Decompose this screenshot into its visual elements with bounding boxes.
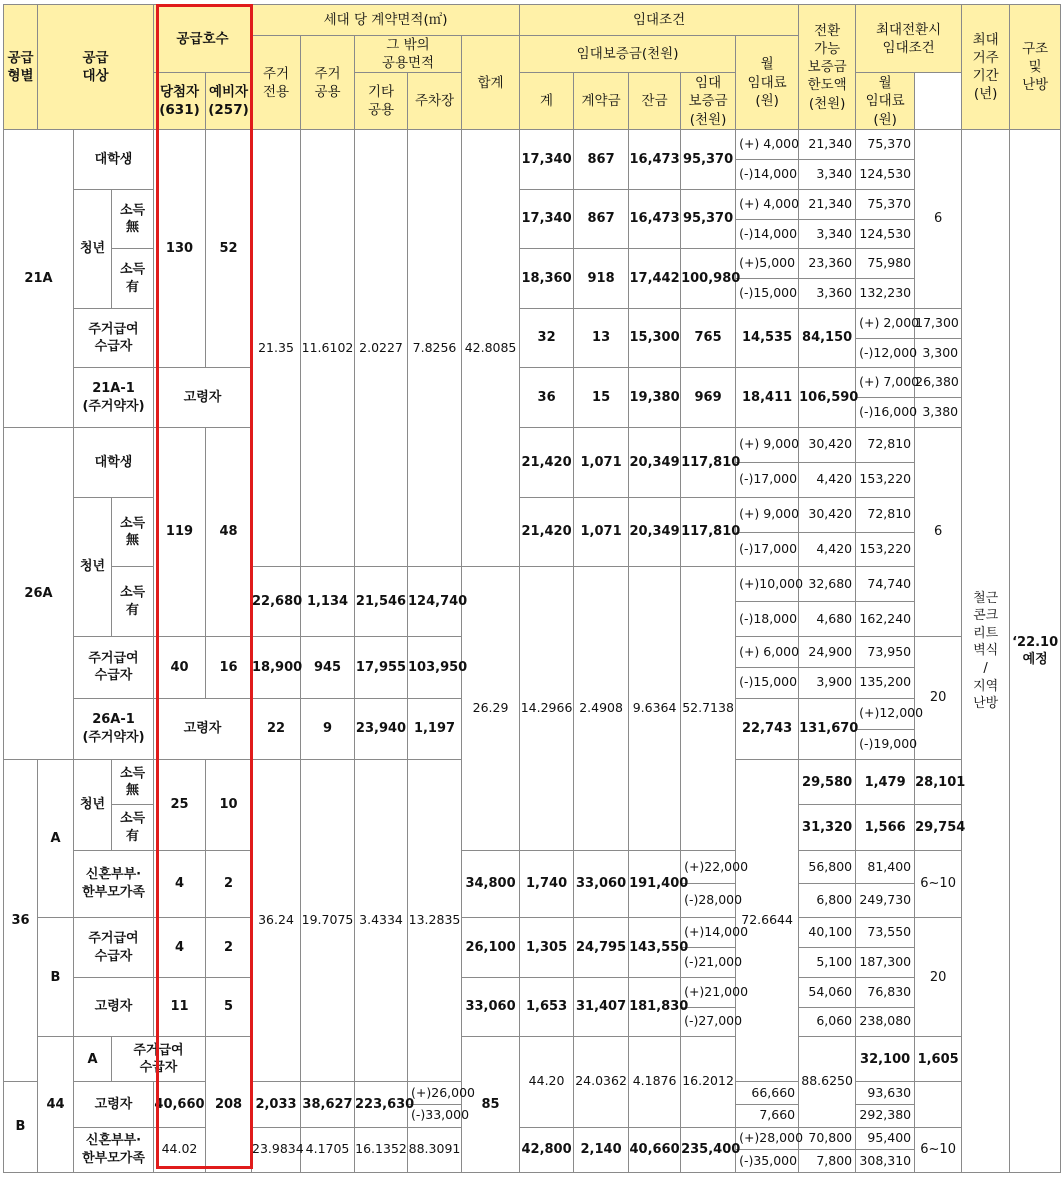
monthly-rent: 117,810 [681, 427, 736, 497]
area-common: 14.2966 [520, 567, 574, 850]
conv-deposit: 7,800 [799, 1150, 856, 1173]
conv-limit: (-)18,000 [736, 602, 799, 637]
conv-deposit: 56,800 [799, 850, 856, 884]
conv-limit: (-)35,000 [736, 1150, 799, 1173]
conv-limit: (+)5,000 [736, 249, 799, 279]
header-max-conv-deposit: 임대 보증금 (천원) [681, 73, 736, 130]
area-common: 19.7075 [301, 760, 355, 1082]
balance: 21,546 [355, 567, 408, 637]
deposit-total: 18,900 [252, 637, 301, 699]
target-youth: 청년 [74, 497, 112, 637]
conv-rent: 72,810 [856, 427, 915, 462]
header-area-total: 합계 [462, 36, 520, 130]
conv-deposit: 23,360 [799, 249, 856, 279]
target-benefit: 주거급여 수급자 [112, 1037, 206, 1082]
units-reserves: 16 [206, 637, 252, 699]
deposit-total: 17,340 [520, 130, 574, 190]
conv-rent: 124,530 [856, 219, 915, 249]
units-reserves: 2 [206, 850, 252, 918]
deposit-total: 21,420 [520, 427, 574, 497]
target-youth: 청년 [74, 189, 112, 308]
header-monthly-rent: 월 임대료 (원) [736, 36, 799, 130]
structure-value: 철근 콘크 리트 벽식 / 지역 난방 [962, 130, 1010, 1173]
header-res-common: 주거 공용 [301, 36, 355, 130]
units-reserves: 13 [574, 308, 629, 368]
conv-rent: 73,550 [856, 918, 915, 948]
header-max-conv-rent: 월 임대료 (원) [856, 73, 915, 130]
balance: 33,060 [574, 850, 629, 918]
monthly-rent: 84,150 [799, 308, 856, 368]
target-student: 대학생 [74, 130, 154, 190]
header-res-exclusive: 주거 전용 [252, 36, 301, 130]
conv-limit: (-)19,000 [856, 729, 915, 760]
conv-limit: (+)28,000 [736, 1127, 799, 1150]
conv-limit: (+) 7,000 [856, 368, 915, 398]
area-parking: 7.8256 [408, 130, 462, 567]
conv-limit: (+) 9,000 [736, 497, 799, 532]
monthly-rent: 100,980 [681, 249, 736, 309]
balance: 16,473 [629, 189, 681, 249]
subtype-B: B [38, 918, 74, 1037]
down-payment: 1,479 [856, 760, 915, 805]
down-payment: 945 [301, 637, 355, 699]
target-no-income: 소득 無 [112, 189, 154, 249]
conv-rent: 75,370 [856, 130, 915, 160]
target-student: 대학생 [74, 427, 154, 497]
monthly-rent: 95,370 [681, 130, 736, 190]
units-reserves: 48 [206, 427, 252, 636]
down-payment: 918 [574, 249, 629, 309]
units-winners: 40 [154, 637, 206, 699]
deposit-total: 18,360 [520, 249, 574, 309]
area-total: 72.6644 [736, 760, 799, 1082]
header-area: 세대 당 계약면적(㎡) [252, 5, 520, 36]
conv-limit: (-)28,000 [681, 884, 736, 918]
units-reserves: 9 [301, 698, 355, 760]
monthly-rent: 131,670 [799, 698, 856, 760]
units-winners: 22 [252, 698, 301, 760]
units-winners: 4 [154, 850, 206, 918]
deposit-total: 26,100 [462, 918, 520, 978]
conv-limit: (-)15,000 [736, 667, 799, 698]
area-common: 23.9834 [252, 1127, 301, 1172]
down-payment: 2,033 [252, 1082, 301, 1127]
balance: 29,754 [915, 805, 962, 850]
units-reserves: 85 [462, 1037, 520, 1173]
max-period: 6~10 [915, 850, 962, 918]
area-other: 2.0227 [355, 130, 408, 567]
type-21A: 21A [4, 130, 74, 428]
down-payment: 1,566 [856, 805, 915, 850]
area-total: 88.6250 [799, 1037, 856, 1127]
monthly-rent: 95,370 [681, 189, 736, 249]
conv-rent: 153,220 [856, 462, 915, 497]
conv-limit: (-)16,000 [856, 398, 915, 428]
conv-limit: (+) 6,000 [736, 637, 799, 668]
area-excl: 21.35 [252, 130, 301, 567]
balance: 31,407 [574, 977, 629, 1037]
header-deposit: 임대보증금(천원) [520, 36, 736, 73]
conv-deposit: 3,300 [915, 338, 962, 368]
area-parking: 16.1352 [355, 1127, 408, 1172]
units-reserves: 5 [206, 977, 252, 1037]
units-winners: 119 [154, 427, 206, 636]
balance: 16,473 [629, 130, 681, 190]
target-newlywed: 신혼부부· 한부모가족 [74, 850, 154, 918]
deposit-total: 42,800 [520, 1127, 574, 1172]
conv-deposit: 6,060 [799, 1007, 856, 1037]
header-other-common: 그 밖의 공용면적 [355, 36, 462, 73]
area-parking: 13.2835 [408, 760, 462, 1082]
monthly-rent: 124,740 [408, 567, 462, 637]
conv-rent: 74,740 [856, 567, 915, 602]
balance: 20,349 [629, 497, 681, 567]
conv-rent: 249,730 [856, 884, 915, 918]
conv-deposit: 40,100 [799, 918, 856, 948]
deposit-total: 31,320 [799, 805, 856, 850]
units-reserves: 2 [206, 918, 252, 978]
conv-limit: (+)10,000 [736, 567, 799, 602]
monthly-rent: 181,830 [629, 977, 681, 1037]
conv-rent: 75,370 [856, 189, 915, 219]
target-benefit: 주거급여 수급자 [74, 308, 154, 368]
conv-limit: (-)15,000 [736, 279, 799, 309]
conv-deposit: 4,680 [799, 602, 856, 637]
target-newlywed: 신혼부부· 한부모가족 [74, 1127, 154, 1172]
conv-limit: (+)26,000 [408, 1082, 462, 1105]
monthly-rent: 191,400 [629, 850, 681, 918]
header-max-conv: 최대전환시 임대조건 [856, 5, 962, 73]
units-winners: 32 [520, 308, 574, 368]
area-parking: 16.2012 [681, 1037, 736, 1127]
conv-deposit: 3,340 [799, 160, 856, 190]
down-payment: 1,605 [915, 1037, 962, 1082]
max-period: 20 [915, 918, 962, 1037]
max-period: 6 [915, 130, 962, 309]
down-payment: 1,134 [301, 567, 355, 637]
conv-deposit: 21,340 [799, 130, 856, 160]
down-payment: 2,140 [574, 1127, 629, 1172]
down-payment: 1,740 [520, 850, 574, 918]
header-structure: 구조 및 난방 [1010, 5, 1061, 130]
type-36: 36 [4, 760, 38, 1082]
conv-deposit: 3,360 [799, 279, 856, 309]
conv-rent: 95,400 [856, 1127, 915, 1150]
conv-rent: 292,380 [856, 1104, 915, 1127]
conv-rent: 76,830 [856, 977, 915, 1007]
target-youth: 청년 [74, 760, 112, 850]
conv-limit: (-)33,000 [408, 1104, 462, 1127]
header-lease: 임대조건 [520, 5, 799, 36]
conv-rent: 187,300 [856, 948, 915, 978]
conv-deposit: 30,420 [799, 497, 856, 532]
conv-rent: 93,630 [856, 1082, 915, 1105]
down-payment: 969 [681, 368, 736, 428]
area-excl: 36.24 [252, 760, 301, 1082]
header-conv-limit: 전환 가능 보증금 한도액 (천원) [799, 5, 856, 130]
conv-rent: 73,950 [856, 637, 915, 668]
deposit-total: 34,800 [462, 850, 520, 918]
header-balance: 잔금 [629, 73, 681, 130]
down-payment: 1,305 [520, 918, 574, 978]
deposit-total: 17,340 [520, 189, 574, 249]
conv-limit: (+)12,000 [856, 698, 915, 729]
conv-rent: 124,530 [856, 160, 915, 190]
units-winners: 11 [154, 977, 206, 1037]
header-reserves: 예비자 (257) [206, 73, 252, 130]
header-supply-units: 공급호수 [154, 5, 252, 73]
conv-limit: (-)27,000 [681, 1007, 736, 1037]
balance: 18,411 [736, 368, 799, 428]
header-other-common-misc: 기타 공용 [355, 73, 408, 130]
subtype-A: A [74, 1037, 112, 1082]
conv-deposit: 17,300 [915, 308, 962, 338]
conv-deposit: 6,800 [799, 884, 856, 918]
balance: 17,442 [629, 249, 681, 309]
conv-limit: (+) 4,000 [736, 189, 799, 219]
area-other: 4.1705 [301, 1127, 355, 1172]
units-winners: 25 [154, 760, 206, 850]
target-no-income: 소득 無 [112, 497, 154, 567]
target-elderly: 고령자 [74, 1082, 154, 1127]
type-21A-1: 21A-1 (주거약자) [74, 368, 154, 428]
down-payment: 1,071 [574, 497, 629, 567]
header-winners: 당첨자 (631) [154, 73, 206, 130]
target-no-income: 소득 無 [112, 760, 154, 805]
balance: 20,349 [629, 427, 681, 497]
conv-limit: (-)14,000 [736, 219, 799, 249]
conv-deposit: 21,340 [799, 189, 856, 219]
balance: 22,743 [736, 698, 799, 760]
conv-rent: 162,240 [856, 602, 915, 637]
conv-deposit: 24,900 [799, 637, 856, 668]
area-total: 42.8085 [462, 130, 520, 567]
conv-rent: 72,810 [856, 497, 915, 532]
conv-rent: 153,220 [856, 532, 915, 567]
area-total: 52.7138 [681, 567, 736, 850]
header-max-period: 최대 거주 기간 (년) [962, 5, 1010, 130]
balance: 24,795 [574, 918, 629, 978]
conv-limit: (+) 9,000 [736, 427, 799, 462]
header-deposit-total: 계 [520, 73, 574, 130]
conv-deposit: 3,340 [799, 219, 856, 249]
conv-rent: 238,080 [856, 1007, 915, 1037]
balance: 17,955 [355, 637, 408, 699]
down-payment: 867 [574, 189, 629, 249]
down-payment: 1,071 [574, 427, 629, 497]
header-parking: 주차장 [408, 73, 462, 130]
area-common: 24.0362 [574, 1037, 629, 1127]
units-winners: 4 [154, 918, 206, 978]
subtype-A: A [38, 760, 74, 918]
conv-deposit: 66,660 [736, 1082, 799, 1105]
move-in-value: ‘22.10 예정 [1010, 130, 1061, 1173]
monthly-rent: 143,550 [629, 918, 681, 978]
conv-limit: (+)14,000 [681, 918, 736, 948]
conv-limit: (-)12,000 [856, 338, 915, 368]
type-26A: 26A [4, 427, 74, 759]
monthly-rent: 223,630 [355, 1082, 408, 1127]
conv-deposit: 4,420 [799, 532, 856, 567]
area-other: 3.4334 [355, 760, 408, 1082]
units-winners: 208 [206, 1037, 252, 1173]
monthly-rent: 235,400 [681, 1127, 736, 1172]
conv-limit: (-)17,000 [736, 532, 799, 567]
conv-deposit: 32,680 [799, 567, 856, 602]
target-has-income: 소득 有 [112, 567, 154, 637]
deposit-total: 29,580 [799, 760, 856, 805]
conv-rent: 75,980 [856, 249, 915, 279]
conv-rent: 308,310 [856, 1150, 915, 1173]
conv-limit: (-)17,000 [736, 462, 799, 497]
subtype-B: B [4, 1082, 38, 1173]
conv-limit: (-)21,000 [681, 948, 736, 978]
monthly-rent: 117,810 [681, 497, 736, 567]
area-common: 11.6102 [301, 130, 355, 567]
header-supply-type: 공급 형별 [4, 5, 38, 130]
area-excl: 26.29 [462, 567, 520, 850]
area-total: 88.3091 [408, 1127, 462, 1172]
conv-deposit: 7,660 [736, 1104, 799, 1127]
conv-limit: (+)21,000 [681, 977, 736, 1007]
area-excl: 44.20 [520, 1037, 574, 1127]
conv-deposit: 3,380 [915, 398, 962, 428]
balance: 14,535 [736, 308, 799, 368]
conv-deposit: 30,420 [799, 427, 856, 462]
down-payment: 1,197 [408, 698, 462, 760]
deposit-total: 23,940 [355, 698, 408, 760]
target-elderly: 고령자 [74, 977, 154, 1037]
deposit-total: 15,300 [629, 308, 681, 368]
header-supply-target: 공급 대상 [38, 5, 154, 130]
max-period: 6~10 [915, 1127, 962, 1172]
target-has-income: 소득 有 [112, 249, 154, 309]
units-reserves: 52 [206, 130, 252, 368]
down-payment: 765 [681, 308, 736, 368]
down-payment: 1,653 [520, 977, 574, 1037]
conv-rent: 132,230 [856, 279, 915, 309]
monthly-rent: 106,590 [799, 368, 856, 428]
conv-limit: (+) 4,000 [736, 130, 799, 160]
type-44: 44 [38, 1037, 74, 1173]
header-down-payment: 계약금 [574, 73, 629, 130]
units-reserves: 15 [574, 368, 629, 428]
balance: 40,660 [629, 1127, 681, 1172]
conv-limit: (-)14,000 [736, 160, 799, 190]
conv-deposit: 54,060 [799, 977, 856, 1007]
target-elderly: 고령자 [154, 368, 252, 428]
conv-limit: (+) 2,000 [856, 308, 915, 338]
target-benefit: 주거급여 수급자 [74, 918, 154, 978]
target-elderly: 고령자 [154, 698, 252, 760]
deposit-total: 22,680 [252, 567, 301, 637]
conv-deposit: 5,100 [799, 948, 856, 978]
conv-limit: (+)22,000 [681, 850, 736, 884]
balance: 38,627 [301, 1082, 355, 1127]
units-reserves: 10 [206, 760, 252, 850]
balance: 28,101 [915, 760, 962, 805]
target-has-income: 소득 有 [112, 805, 154, 850]
conv-rent: 81,400 [856, 850, 915, 884]
conv-deposit: 26,380 [915, 368, 962, 398]
deposit-total: 40,660 [154, 1082, 206, 1127]
area-other: 2.4908 [574, 567, 629, 850]
monthly-rent: 103,950 [408, 637, 462, 699]
area-excl: 44.02 [154, 1127, 206, 1172]
deposit-total: 33,060 [462, 977, 520, 1037]
conv-deposit: 70,800 [799, 1127, 856, 1150]
target-benefit: 주거급여 수급자 [74, 637, 154, 699]
max-period: 6 [915, 427, 962, 636]
conv-rent: 135,200 [856, 667, 915, 698]
type-26A-1: 26A-1 (주거약자) [74, 698, 154, 760]
conv-deposit: 3,900 [799, 667, 856, 698]
deposit-total: 21,420 [520, 497, 574, 567]
deposit-total: 32,100 [856, 1037, 915, 1082]
area-parking: 9.6364 [629, 567, 681, 850]
rental-conditions-table [3, 4, 1061, 1173]
area-other: 4.1876 [629, 1037, 681, 1127]
units-winners: 36 [520, 368, 574, 428]
conv-deposit: 4,420 [799, 462, 856, 497]
deposit-total: 19,380 [629, 368, 681, 428]
units-winners: 130 [154, 130, 206, 368]
down-payment: 867 [574, 130, 629, 190]
max-period: 20 [915, 637, 962, 760]
